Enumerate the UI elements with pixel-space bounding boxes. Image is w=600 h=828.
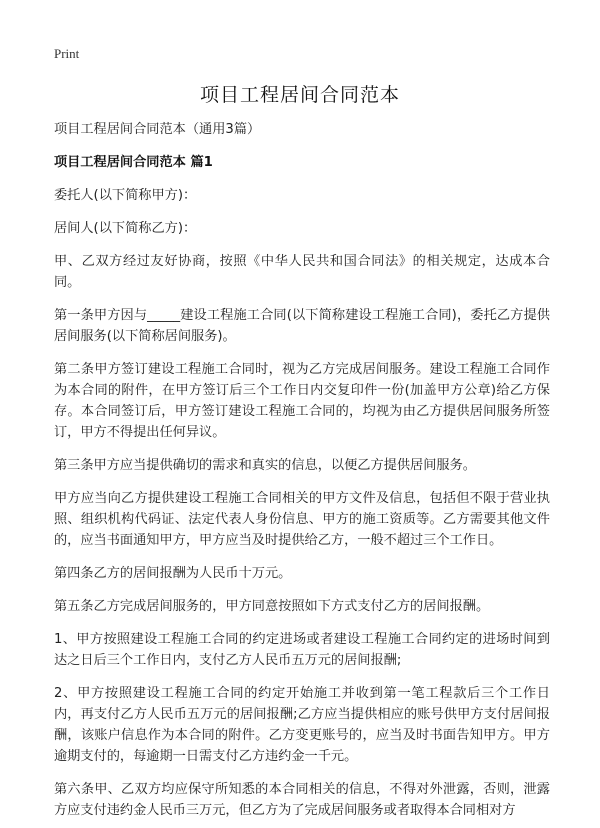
paragraph-article-2: 第二条甲方签订建设工程施工合同时，视为乙方完成居间服务。建设工程施工合同作为本合同的附件，在甲方签订后三个工作日内交复印件一份(加盖甲方公章)给乙方保存。本合同签订后，甲方签订建设工程施工合同的，均视为由乙方提供居间服务所签订，甲方不得提出任何异议。 (54, 362, 550, 440)
paragraph-article-4: 第四条乙方的居间报酬为人民币十万元。 (54, 566, 292, 581)
page-title: 项目工程居间合同范本 (199, 84, 400, 106)
print-link[interactable]: Print (54, 46, 80, 61)
paragraph-article-3: 第三条甲方应当提供确切的需求和真实的信息，以便乙方提供居间服务。 (54, 458, 476, 473)
paragraph-article-6: 第六条甲、乙双方均应保守所知悉的本合同相关的信息，不得对外泄露，否则，泄露方应支付违约金人民币三万元，但乙方为了完成居间服务或者取得本合同相对方 (54, 782, 550, 818)
document-subtitle: 项目工程居间合同范本（通用3篇） (54, 122, 261, 137)
document-body (54, 119, 550, 828)
paragraph-article-3-detail: 甲方应当向乙方提供建设工程施工合同相关的甲方文件及信息，包括但不限于营业执照、组织机构代码证、法定代表人身份信息、甲方的施工资质等。乙方需要其他文件的，应当书面通知甲方，甲方应当及时提供给乙方，一般不超过三个工作日。 (54, 491, 550, 548)
paragraph-article-1: 第一条甲方因与_____建设工程施工合同(以下简称建设工程施工合同)，委托乙方提供居间服务(以下简称居间服务)。 (54, 308, 550, 344)
paragraph-intermediary: 居间人(以下简称乙方)： (54, 221, 197, 236)
paragraph-article-5-item-1: 1、甲方按照建设工程施工合同的约定进场或者建设工程施工合同约定的进场时间到达之日后三个工作日内，支付乙方人民币五万元的居间报酬; (54, 632, 550, 668)
section-title: 项目工程居间合同范本 篇1 (54, 155, 213, 170)
paragraph-article-5: 第五条乙方完成居间服务的，甲方同意按照如下方式支付乙方的居间报酬。 (54, 599, 490, 614)
paragraph-article-5-item-2: 2、甲方按照建设工程施工合同的约定开始施工并收到第一笔工程款后三个工作日内，再支付乙方人民币五万元的居间报酬;乙方应当提供相应的账号供甲方支付居间报酬，该账户信息作为本合同的附件。乙方变更账号的，应当及时书面告知甲方。甲方逾期支付的，每逾期一日需支付乙方违约金一千元。 (54, 686, 550, 764)
paragraph-preamble: 甲、乙双方经过友好协商，按照《中华人民共和国合同法》的相关规定，达成本合同。 (54, 254, 550, 290)
paragraph-principal: 委托人(以下简称甲方)： (54, 188, 197, 203)
